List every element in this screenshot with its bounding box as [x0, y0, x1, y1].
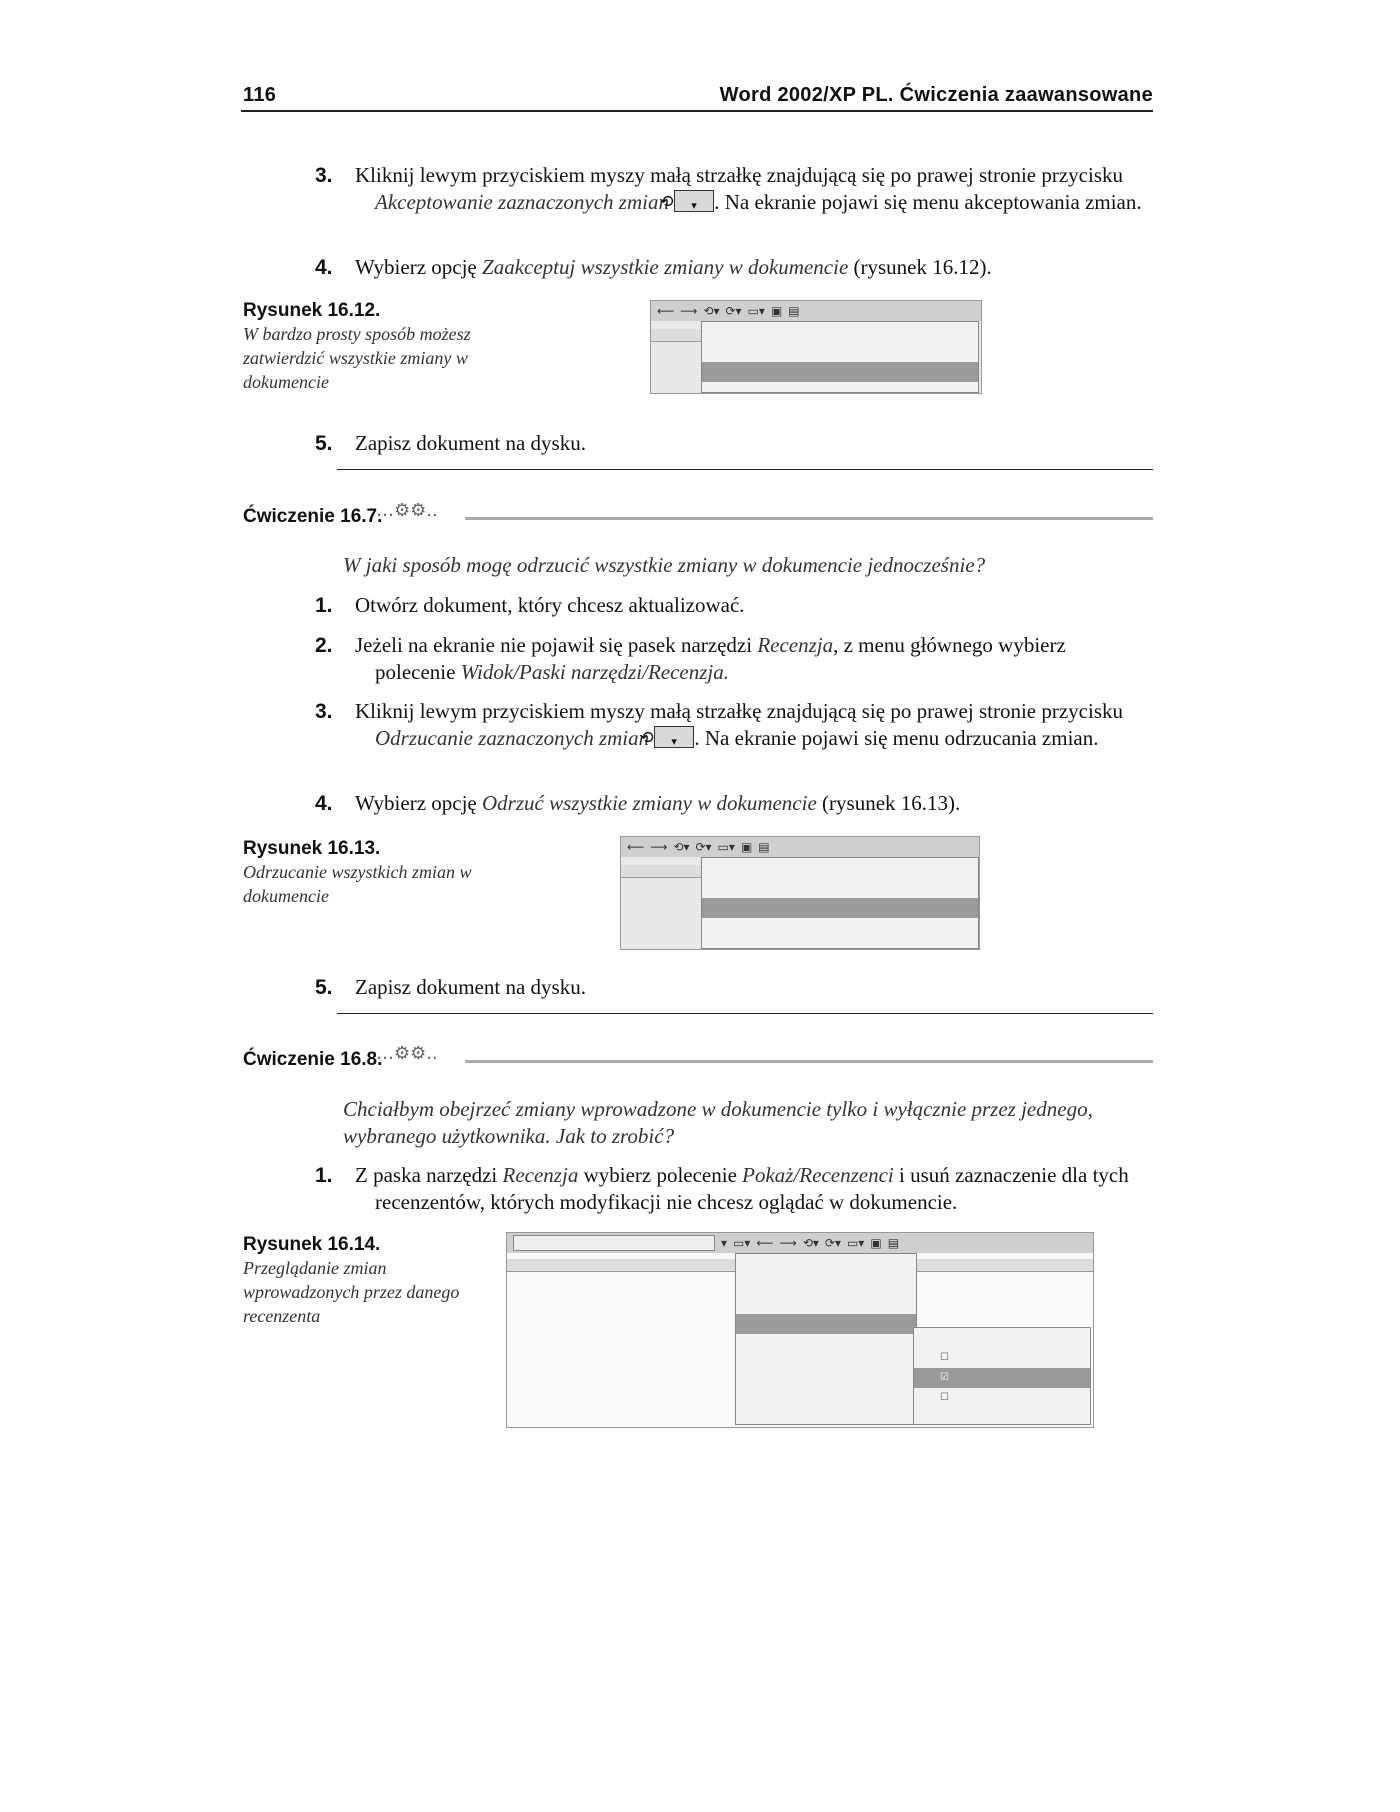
reviewers-submenu: ☐ ☑ ☐ [913, 1327, 1091, 1425]
ex7-step-5-save: 5. Zapisz dokument na dysku. [315, 975, 586, 999]
reject-changes-menu [701, 857, 979, 949]
figure-16-13-caption: Rysunek 16.13. Odrzucanie wszystkich zmian w dokumencie [243, 838, 472, 906]
review-toolbar: ▾ ▭▾ ⟵ ⟶ ⟲▾ ⟳▾ ▭▾ ▣ ▤ [507, 1233, 1093, 1253]
figure-16-12-screenshot [650, 300, 982, 394]
ex8-step-1: 1. Z paska narzędzi Recenzja wybierz polecenie Pokaż/Recenzenci i usuń zaznaczenie dla tych recenzentów, których modyfikacji nie chcesz oglądać w dokumencie. [315, 1163, 1129, 1214]
figure-16-14-caption: Rysunek 16.14. Przeglądanie zmian wprowadzonych przez danego recenzenta [243, 1234, 460, 1326]
ex7-step-4: 4. Wybierz opcję Odrzuć wszystkie zmiany w dokumencie (rysunek 16.13). [315, 791, 961, 815]
ruler [651, 329, 701, 342]
accept-changes-menu [701, 321, 979, 393]
figure-16-13-screenshot [620, 836, 980, 950]
ruler [621, 865, 701, 878]
figure-16-14-screenshot [506, 1232, 1094, 1428]
accept-changes-button-icon [674, 190, 714, 212]
exercise-ornament-icon: …⚙⚙.. [376, 500, 438, 521]
step-3-accept: 3. Kliknij lewym przyciskiem myszy małą strzałkę znajdującą się po prawej stronie przycisku Akceptowanie zaznaczonych zmian ⟲ ▾ . Na ekranie pojawi się menu akceptowania zmian. [355, 162, 1145, 216]
exercise-16-8-title: Ćwiczenie 16.8. [243, 1049, 383, 1070]
exercise-ornament-icon: …⚙⚙.. [376, 1043, 438, 1064]
reject-changes-button-icon [654, 726, 694, 748]
header-rule [241, 110, 1153, 112]
ex7-step-1: 1. Otwórz dokument, który chcesz aktualizować. [315, 593, 745, 617]
running-header-title: Word 2002/XP PL. Ćwiczenia zaawansowane [719, 84, 1153, 106]
section-rule [337, 1013, 1153, 1014]
ex7-step-2: 2. Jeżeli na ekranie nie pojawił się pasek narzędzi Recenzja, z menu głównego wybierz polecenie Widok/Paski narzędzi/Recenzja. [315, 633, 1066, 684]
show-menu [735, 1253, 917, 1425]
review-toolbar: ⟵ ⟶ ⟲▾ ⟳▾ ▭▾ ▣ ▤ [651, 301, 981, 321]
exercise-16-7-title: Ćwiczenie 16.7. [243, 506, 383, 527]
exercise-16-7-question: W jaki sposób mogę odrzucić wszystkie zmiany w dokumencie jednocześnie? [343, 553, 986, 577]
section-rule [337, 469, 1153, 470]
exercise-16-8-question: Chciałbym obejrzeć zmiany wprowadzone w dokumencie tylko i wyłącznie przez jednego, wybranego użytkownika. Jak to zrobić? [343, 1097, 1093, 1148]
ex7-step-3: 3. Kliknij lewym przyciskiem myszy małą strzałkę znajdującą się po prawej stronie przycisku Odrzucanie zaznaczonych zmian ⟲ ▾ . Na ekranie pojawi się menu odrzucania zmian. [355, 698, 1145, 752]
page-number: 116 [243, 84, 277, 106]
step-5-save: 5. Zapisz dokument na dysku. [315, 431, 586, 455]
exercise-heading-line [465, 1060, 1153, 1063]
step-4-accept: 4. Wybierz opcję Zaakceptuj wszystkie zmiany w dokumencie (rysunek 16.12). [315, 255, 992, 279]
exercise-heading-line [465, 517, 1153, 520]
review-toolbar: ⟵ ⟶ ⟲▾ ⟳▾ ▭▾ ▣ ▤ [621, 837, 979, 857]
figure-16-12-caption: Rysunek 16.12. W bardzo prosty sposób możesz zatwierdzić wszystkie zmiany w dokumencie [243, 300, 471, 392]
